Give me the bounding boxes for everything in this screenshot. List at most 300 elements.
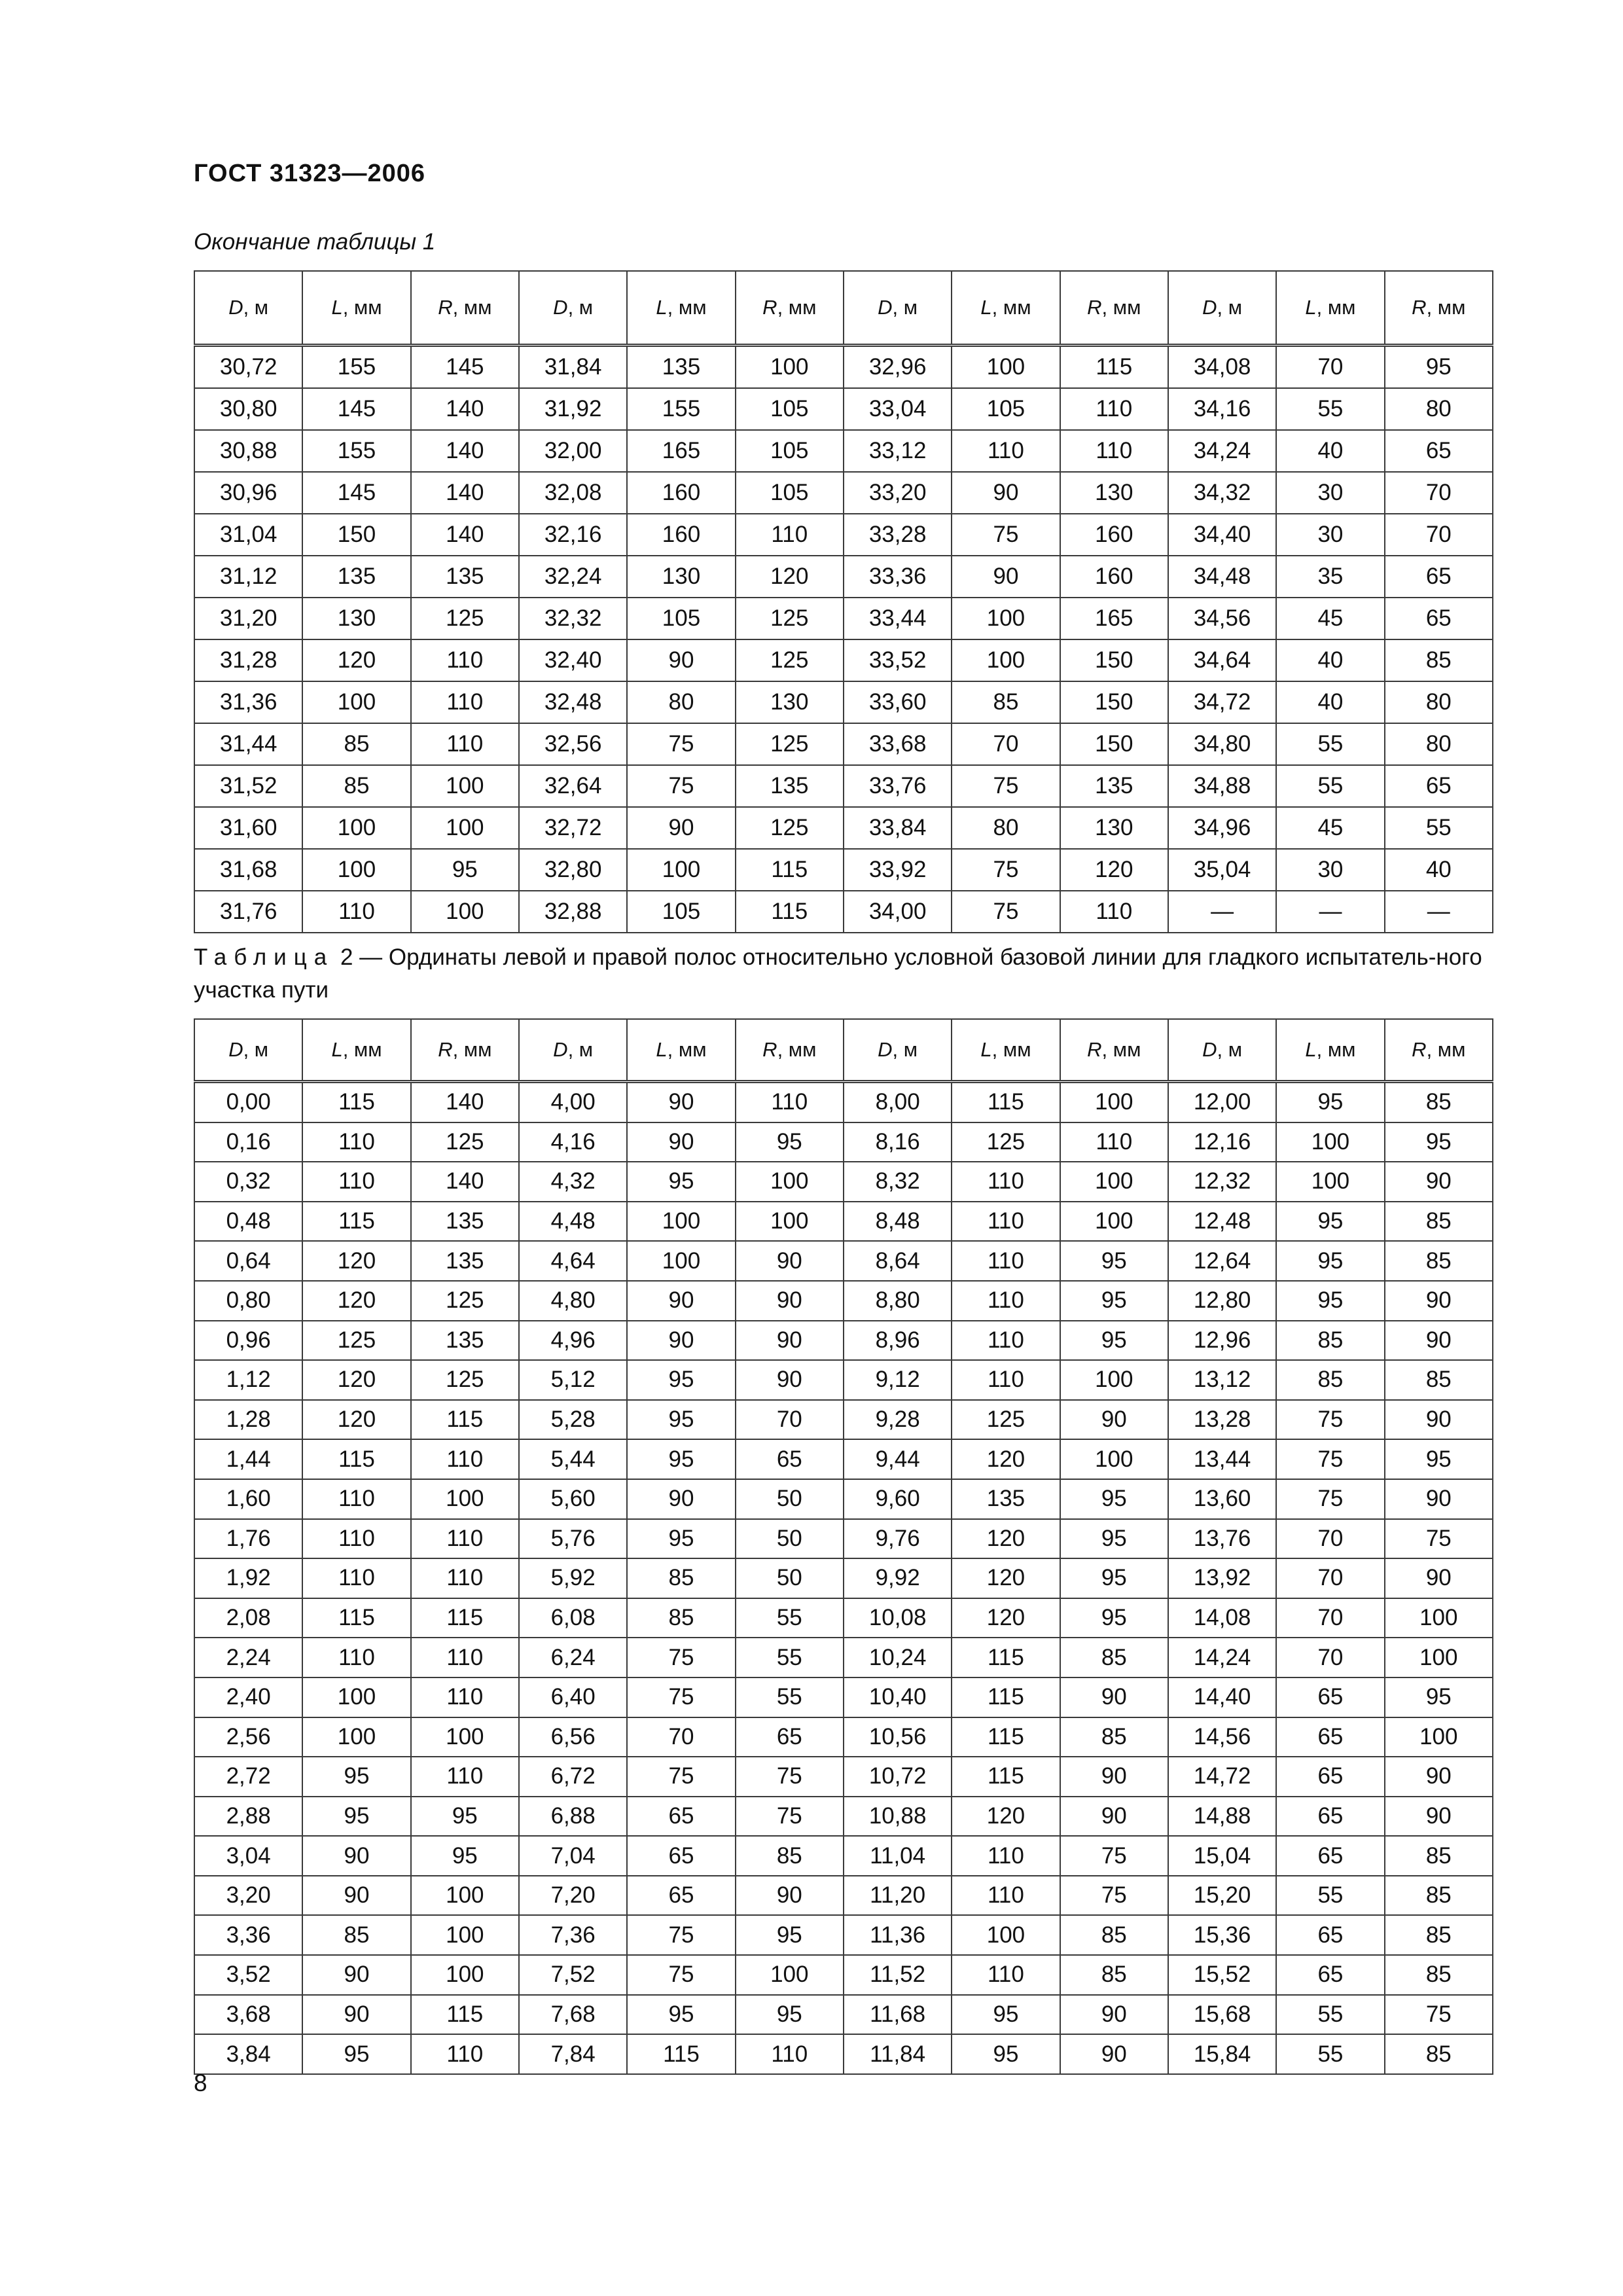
table-row — [194, 765, 1493, 807]
table-cell: 11,84 — [844, 2034, 952, 2074]
table-cell: 12,80 — [1168, 1281, 1276, 1321]
table-cell: 3,20 — [194, 1876, 302, 1916]
table-cell: 110 — [952, 1202, 1060, 1242]
table-cell: 2,08 — [194, 1598, 302, 1638]
table-cell: 2,24 — [194, 1638, 302, 1677]
table-cell: 65 — [1276, 1915, 1384, 1955]
table-row — [194, 1202, 1493, 1242]
table-cell: 95 — [627, 1162, 735, 1202]
table-cell: 125 — [952, 1400, 1060, 1440]
table-cell: 31,76 — [194, 891, 302, 933]
table-cell: 32,24 — [519, 556, 627, 598]
table-1-header — [194, 271, 1493, 346]
table-cell: 130 — [302, 598, 410, 639]
column-unit: , мм — [991, 296, 1031, 319]
table-cell: 12,48 — [1168, 1202, 1276, 1242]
table-cell: 85 — [1276, 1321, 1384, 1361]
table-cell: 90 — [1385, 1281, 1493, 1321]
table-cell: 110 — [952, 1281, 1060, 1321]
table-cell: 100 — [952, 1915, 1060, 1955]
table-cell: 125 — [411, 1281, 519, 1321]
column-unit: , м — [1217, 296, 1243, 319]
column-unit: , м — [243, 1038, 269, 1061]
table-cell: 11,52 — [844, 1955, 952, 1995]
table-cell: 95 — [1385, 1439, 1493, 1479]
table-cell: 110 — [411, 681, 519, 723]
table-cell: 65 — [1276, 1677, 1384, 1717]
table-row — [194, 1915, 1493, 1955]
table-cell: 90 — [627, 807, 735, 849]
table-cell: 11,36 — [844, 1915, 952, 1955]
table-cell: 75 — [627, 1757, 735, 1797]
table-cell: 55 — [736, 1638, 844, 1677]
table-cell: 31,52 — [194, 765, 302, 807]
table-cell: 100 — [1060, 1439, 1168, 1479]
table-cell: 6,40 — [519, 1677, 627, 1717]
table-cell: 95 — [736, 1995, 844, 2035]
table-cell: 5,44 — [519, 1439, 627, 1479]
table-cell: 95 — [302, 1757, 410, 1797]
table-cell: 80 — [952, 807, 1060, 849]
column-unit: , мм — [667, 296, 707, 319]
table-cell: 85 — [627, 1598, 735, 1638]
table-cell: 65 — [736, 1439, 844, 1479]
table-cell: 31,20 — [194, 598, 302, 639]
column-variable: R — [1087, 296, 1102, 319]
table-cell: 90 — [302, 1876, 410, 1916]
table-row — [194, 2034, 1493, 2074]
table-cell: 55 — [1276, 1995, 1384, 2035]
table-cell: 85 — [1385, 1836, 1493, 1876]
table-cell: 100 — [1060, 1162, 1168, 1202]
table-2-header — [194, 1019, 1493, 1082]
table-cell: 34,48 — [1168, 556, 1276, 598]
table-cell: 75 — [736, 1757, 844, 1797]
table-cell: 9,60 — [844, 1479, 952, 1519]
table-cell: 7,36 — [519, 1915, 627, 1955]
table-cell: 120 — [302, 1241, 410, 1281]
table-cell: 90 — [1060, 1400, 1168, 1440]
table-cell: 8,00 — [844, 1082, 952, 1122]
table-cell: 5,60 — [519, 1479, 627, 1519]
column-header — [194, 1019, 302, 1082]
table-cell: 31,28 — [194, 639, 302, 681]
table-cell: 90 — [627, 1122, 735, 1162]
table-cell: 115 — [952, 1717, 1060, 1757]
table-cell: 70 — [1276, 1638, 1384, 1677]
table-cell: 65 — [1385, 765, 1493, 807]
table-cell: 85 — [1060, 1915, 1168, 1955]
table-cell: 6,24 — [519, 1638, 627, 1677]
table-cell: 95 — [1060, 1479, 1168, 1519]
table-cell: 100 — [411, 891, 519, 933]
table-cell: 100 — [952, 639, 1060, 681]
table-cell: 6,56 — [519, 1717, 627, 1757]
table-cell: 75 — [952, 849, 1060, 891]
table-cell: 32,80 — [519, 849, 627, 891]
table-cell: 120 — [302, 1360, 410, 1400]
table-cell: 120 — [302, 639, 410, 681]
table-row — [194, 346, 1493, 389]
table-cell: 120 — [952, 1797, 1060, 1837]
table-row — [194, 1677, 1493, 1717]
table-row — [194, 1519, 1493, 1559]
table-cell: 90 — [736, 1241, 844, 1281]
table-cell: 100 — [627, 1202, 735, 1242]
table-cell: 10,24 — [844, 1638, 952, 1677]
table-cell: 15,84 — [1168, 2034, 1276, 2074]
table-row — [194, 1797, 1493, 1837]
table-cell: 105 — [736, 472, 844, 514]
table-cell: 100 — [736, 1202, 844, 1242]
table-cell: 34,16 — [1168, 388, 1276, 430]
table-cell: 85 — [627, 1558, 735, 1598]
column-header — [1276, 271, 1384, 346]
table-row — [194, 556, 1493, 598]
table-cell: 40 — [1276, 430, 1384, 472]
table-cell: 13,12 — [1168, 1360, 1276, 1400]
table-cell: 2,72 — [194, 1757, 302, 1797]
table-cell: 50 — [736, 1558, 844, 1598]
column-header — [519, 1019, 627, 1082]
table-cell: 65 — [1385, 556, 1493, 598]
table-cell: 150 — [1060, 723, 1168, 765]
table-cell: 125 — [736, 807, 844, 849]
table-cell: 75 — [627, 723, 735, 765]
table-cell: 75 — [1385, 1995, 1493, 2035]
table-cell: 90 — [627, 1321, 735, 1361]
page-number: 8 — [194, 2070, 207, 2096]
table-cell: 8,96 — [844, 1321, 952, 1361]
table-1-body — [194, 346, 1493, 933]
table-cell: 110 — [1060, 430, 1168, 472]
table-cell: 85 — [1385, 1082, 1493, 1122]
table-cell: 95 — [1276, 1082, 1384, 1122]
table-cell: 95 — [736, 1122, 844, 1162]
table-cell: 80 — [1385, 388, 1493, 430]
table-cell: 90 — [1385, 1400, 1493, 1440]
table-cell: 95 — [736, 1915, 844, 1955]
table-cell: 15,36 — [1168, 1915, 1276, 1955]
table-cell: 10,72 — [844, 1757, 952, 1797]
table-cell: 90 — [1385, 1757, 1493, 1797]
table-cell: 70 — [736, 1400, 844, 1440]
table-cell: 95 — [627, 1439, 735, 1479]
column-header — [1060, 1019, 1168, 1082]
table-cell: 50 — [736, 1519, 844, 1559]
column-variable: L — [656, 296, 668, 319]
table-cell: 33,28 — [844, 514, 952, 556]
table-cell: 65 — [1276, 1836, 1384, 1876]
table-cell: 100 — [411, 1717, 519, 1757]
table2-caption-number: 2 — [334, 944, 353, 970]
column-variable: L — [1305, 1038, 1317, 1061]
table-cell: 110 — [411, 2034, 519, 2074]
table-cell: 90 — [1385, 1797, 1493, 1837]
table-cell: 140 — [411, 1082, 519, 1122]
table-row — [194, 1836, 1493, 1876]
column-unit: , мм — [452, 1038, 492, 1061]
table-cell: 34,88 — [1168, 765, 1276, 807]
table-cell: 1,60 — [194, 1479, 302, 1519]
table-cell: 75 — [627, 1955, 735, 1995]
table-cell: 110 — [302, 1558, 410, 1598]
table-cell: 75 — [952, 765, 1060, 807]
table-row — [194, 598, 1493, 639]
column-header — [302, 271, 410, 346]
table-cell: 150 — [302, 514, 410, 556]
table-cell: 75 — [1276, 1400, 1384, 1440]
table-cell: 75 — [1276, 1439, 1384, 1479]
table-cell: 30 — [1276, 849, 1384, 891]
table-cell: 5,12 — [519, 1360, 627, 1400]
column-header — [627, 271, 735, 346]
table-cell: 1,28 — [194, 1400, 302, 1440]
table-cell: 85 — [1385, 1241, 1493, 1281]
document-header: ГОСТ 31323—2006 — [194, 160, 426, 187]
table-row — [194, 1400, 1493, 1440]
table-cell: 100 — [1385, 1717, 1493, 1757]
table-cell: 70 — [952, 723, 1060, 765]
table-cell: 95 — [627, 1995, 735, 2035]
table-cell: 135 — [302, 556, 410, 598]
column-unit: , м — [567, 1038, 594, 1061]
table-cell: 95 — [1385, 346, 1493, 389]
table-1 — [194, 270, 1493, 933]
table-cell: 15,52 — [1168, 1955, 1276, 1995]
table-cell: 85 — [1385, 2034, 1493, 2074]
table-cell: 0,80 — [194, 1281, 302, 1321]
column-variable: R — [438, 1038, 453, 1061]
table-cell: 90 — [627, 1479, 735, 1519]
column-unit: , мм — [1426, 1038, 1466, 1061]
table-cell: 95 — [1060, 1598, 1168, 1638]
table-cell: 100 — [302, 1717, 410, 1757]
table-cell: 9,76 — [844, 1519, 952, 1559]
table-cell: 165 — [627, 430, 735, 472]
table-cell: 33,60 — [844, 681, 952, 723]
table2-caption-text: — Ординаты левой и правой полос относительно условной базовой линии для гладкого испытатель-ного участка пути — [194, 944, 1482, 1003]
table-cell: 70 — [1385, 514, 1493, 556]
table-cell: 14,40 — [1168, 1677, 1276, 1717]
table-cell: 75 — [736, 1797, 844, 1837]
table-cell: 14,88 — [1168, 1797, 1276, 1837]
table-cell: 130 — [1060, 472, 1168, 514]
column-header — [1385, 271, 1493, 346]
table-cell: 13,28 — [1168, 1400, 1276, 1440]
column-unit: , мм — [1426, 296, 1466, 319]
table-cell: 4,00 — [519, 1082, 627, 1122]
table-cell: 160 — [1060, 514, 1168, 556]
table-cell: 31,44 — [194, 723, 302, 765]
table-cell: 7,68 — [519, 1995, 627, 2035]
table-cell: 90 — [1060, 1757, 1168, 1797]
table-cell: 125 — [736, 639, 844, 681]
table-cell: 32,72 — [519, 807, 627, 849]
table-cell: 110 — [411, 1677, 519, 1717]
table-cell: 32,88 — [519, 891, 627, 933]
table-cell: 110 — [302, 1638, 410, 1677]
table-cell: 135 — [736, 765, 844, 807]
table-cell: 11,20 — [844, 1876, 952, 1916]
table-cell: 55 — [736, 1677, 844, 1717]
column-header — [411, 1019, 519, 1082]
column-variable: L — [980, 296, 992, 319]
table-cell: 90 — [1385, 1558, 1493, 1598]
table-cell: 4,80 — [519, 1281, 627, 1321]
table-cell: 85 — [952, 681, 1060, 723]
table-cell: 100 — [627, 1241, 735, 1281]
table-cell: 125 — [736, 723, 844, 765]
table-cell: 140 — [411, 388, 519, 430]
table-cell: 9,28 — [844, 1400, 952, 1440]
table-cell: 9,44 — [844, 1439, 952, 1479]
column-header — [302, 1019, 410, 1082]
table-cell: 110 — [952, 1836, 1060, 1876]
table-cell: 90 — [1385, 1479, 1493, 1519]
table-cell: 65 — [1385, 430, 1493, 472]
table-cell: 32,56 — [519, 723, 627, 765]
table-cell: 45 — [1276, 598, 1384, 639]
column-unit: , м — [892, 296, 918, 319]
table-cell: 95 — [952, 2034, 1060, 2074]
table-cell: 33,76 — [844, 765, 952, 807]
column-header — [1168, 271, 1276, 346]
table-cell: 115 — [952, 1677, 1060, 1717]
table-cell: 130 — [1060, 807, 1168, 849]
table-cell: 95 — [1276, 1241, 1384, 1281]
table-cell: 100 — [302, 849, 410, 891]
table-cell: 115 — [302, 1202, 410, 1242]
table-cell: 110 — [1060, 891, 1168, 933]
column-variable: R — [762, 1038, 777, 1061]
table-cell: 31,68 — [194, 849, 302, 891]
column-unit: , м — [1217, 1038, 1243, 1061]
table-cell: 65 — [1385, 598, 1493, 639]
column-unit: , м — [243, 296, 269, 319]
column-unit: , м — [567, 296, 594, 319]
table-2-header-row — [194, 1019, 1493, 1082]
column-unit: , мм — [777, 296, 817, 319]
table-cell: 4,32 — [519, 1162, 627, 1202]
table-cell: 160 — [627, 514, 735, 556]
table-cell: 85 — [1385, 1915, 1493, 1955]
table-cell: 95 — [1385, 1122, 1493, 1162]
table-cell: 14,24 — [1168, 1638, 1276, 1677]
table-cell: 100 — [302, 681, 410, 723]
table-cell: 85 — [1385, 1955, 1493, 1995]
column-variable: R — [1412, 296, 1427, 319]
table-cell: 75 — [952, 514, 1060, 556]
table-row — [194, 1638, 1493, 1677]
table-cell: 110 — [952, 1321, 1060, 1361]
table-cell: 95 — [1060, 1558, 1168, 1598]
table-cell: 150 — [1060, 681, 1168, 723]
table-cell: 1,92 — [194, 1558, 302, 1598]
table-cell: 30,88 — [194, 430, 302, 472]
table-cell: 11,68 — [844, 1995, 952, 2035]
table-cell: 85 — [1385, 639, 1493, 681]
table-cell: 135 — [952, 1479, 1060, 1519]
table-cell: 115 — [952, 1638, 1060, 1677]
table-cell: 85 — [1385, 1202, 1493, 1242]
table-cell: 100 — [411, 1479, 519, 1519]
table-cell: 31,60 — [194, 807, 302, 849]
table-cell: 55 — [1276, 1876, 1384, 1916]
table-cell: 85 — [1060, 1638, 1168, 1677]
table-cell: 90 — [302, 1836, 410, 1876]
table-row — [194, 849, 1493, 891]
table-cell: 70 — [1276, 1558, 1384, 1598]
table-cell: 2,88 — [194, 1797, 302, 1837]
table-cell: 95 — [1060, 1321, 1168, 1361]
table-row — [194, 1479, 1493, 1519]
table-cell: 12,16 — [1168, 1122, 1276, 1162]
table-cell: 105 — [952, 388, 1060, 430]
table-cell: 115 — [736, 891, 844, 933]
table-cell: 120 — [952, 1598, 1060, 1638]
table-cell: 70 — [1276, 1598, 1384, 1638]
table-row — [194, 1558, 1493, 1598]
table-cell: 2,40 — [194, 1677, 302, 1717]
table-cell: 120 — [952, 1439, 1060, 1479]
table-cell: 33,68 — [844, 723, 952, 765]
table-cell: 120 — [952, 1519, 1060, 1559]
column-header — [1060, 271, 1168, 346]
table-cell: 115 — [411, 1995, 519, 2035]
column-variable: R — [1087, 1038, 1102, 1061]
table-cell: 7,52 — [519, 1955, 627, 1995]
table-cell: 32,48 — [519, 681, 627, 723]
table-cell: 85 — [1385, 1876, 1493, 1916]
table-cell: 110 — [736, 1082, 844, 1122]
table-row — [194, 1082, 1493, 1122]
column-variable: D — [1202, 296, 1217, 319]
table-cell: 85 — [1276, 1360, 1384, 1400]
table-cell: 80 — [1385, 723, 1493, 765]
table-cell: 90 — [1060, 1995, 1168, 2035]
table-cell: 3,84 — [194, 2034, 302, 2074]
table-cell: 105 — [627, 598, 735, 639]
table-1-header-row — [194, 271, 1493, 346]
column-unit: , мм — [452, 296, 492, 319]
table-cell: 135 — [411, 1241, 519, 1281]
table-cell: 90 — [1060, 1797, 1168, 1837]
table-cell: 10,08 — [844, 1598, 952, 1638]
column-header — [1276, 1019, 1384, 1082]
table-cell: 115 — [952, 1082, 1060, 1122]
table-cell: 90 — [736, 1876, 844, 1916]
table-cell: 110 — [952, 1955, 1060, 1995]
table-cell: 33,84 — [844, 807, 952, 849]
table-cell: 105 — [627, 891, 735, 933]
table-cell: 125 — [736, 598, 844, 639]
table-cell: 120 — [952, 1558, 1060, 1598]
table-cell: 31,92 — [519, 388, 627, 430]
table-cell: 100 — [1060, 1202, 1168, 1242]
column-header — [952, 271, 1060, 346]
table-cell: 0,48 — [194, 1202, 302, 1242]
table-cell: 2,56 — [194, 1717, 302, 1757]
table-cell: 120 — [736, 556, 844, 598]
table-cell: 115 — [736, 849, 844, 891]
table-cell: — — [1385, 891, 1493, 933]
table-cell: 100 — [411, 1915, 519, 1955]
column-variable: D — [228, 296, 243, 319]
table-row — [194, 681, 1493, 723]
table-cell: 34,00 — [844, 891, 952, 933]
column-variable: L — [656, 1038, 668, 1061]
